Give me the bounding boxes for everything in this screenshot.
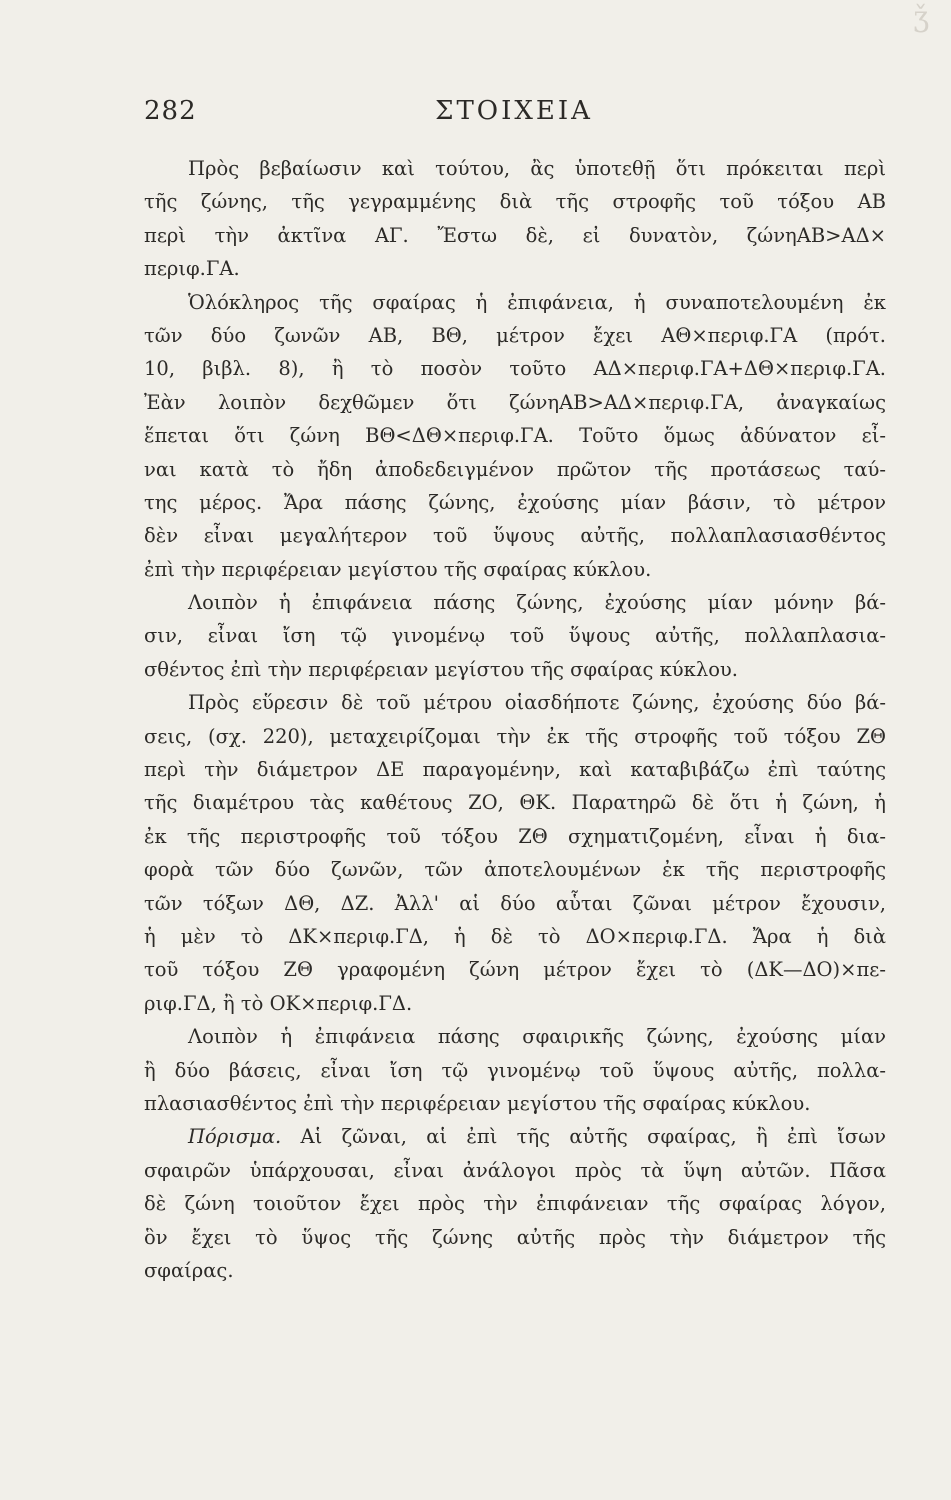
- text-line: ὃν ἔχει τὸ ὕψος τῆς ζώνης αὐτῆς πρὸς τὴν διάμετρον τῆς: [144, 1225, 886, 1249]
- text-line: Πρὸς βεβαίωσιν καὶ τούτου, ἂς ὑποτεθῇ ὅτι πρόκειται περὶ: [188, 157, 886, 180]
- text-line: τῶν τόξων ΔΘ, ΔΖ. Ἀλλ' αἱ δύο αὗται ζῶναι μέτρον ἔχουσιν,: [144, 891, 886, 915]
- text-line: φορὰ τῶν δύο ζωνῶν, τῶν ἀποτελουμένων ἐκ τῆς περιστροφῆς: [144, 858, 886, 882]
- page-header: [144, 96, 884, 136]
- text-line: Ὁλόκληρος τῆς σφαίρας ἡ ἐπιφάνεια, ἡ συναποτελουμένη ἐκ: [188, 290, 886, 314]
- text-line: σφαιρῶν ὑπάρχουσαι, εἶναι ἀνάλογοι πρὸς τὰ ὕψη αὐτῶν. Πᾶσα: [144, 1158, 886, 1182]
- text-line: Πόρισμα. Αἱ ζῶναι, αἱ ἐπὶ τῆς αὐτῆς σφαίρας, ἢ ἐπὶ ἴσων: [188, 1125, 886, 1149]
- text-line: ναι κατὰ τὸ ἤδη ἀποδεδειγμένον πρῶτον τῆς προτάσεως ταύ-: [144, 457, 886, 481]
- text-line: περὶ τὴν ἀκτῖνα ΑΓ. Ἔστω δὲ, εἰ δυνατὸν, ζώνηΑΒ>ΑΔ×: [144, 223, 886, 247]
- text-line: ἐκ τῆς περιστροφῆς τοῦ τόξου ΖΘ σχηματιζομένη, εἶναι ἡ δια-: [144, 824, 886, 848]
- text-line: Ἐὰν λοιπὸν δεχθῶμεν ὅτι ζώνηΑΒ>ΑΔ×περιφ.ΓΑ, ἀναγκαίως: [144, 390, 886, 414]
- running-title: ΣΤΟΙΧΕΙΑ: [435, 96, 593, 126]
- text-line: περὶ τὴν διάμετρον ΔΕ παραγομένην, καὶ καταβιβάζω ἐπὶ ταύτης: [144, 758, 886, 782]
- text-line: δὲ ζώνη τοιοῦτον ἔχει πρὸς τὴν ἐπιφάνειαν τῆς σφαίρας λόγον,: [144, 1192, 886, 1216]
- text-line: τῆς διαμέτρου τὰς καθέτους ΖΟ, ΘΚ. Παρατηρῶ δὲ ὅτι ἡ ζώνη, ἡ: [144, 791, 886, 815]
- text-line: της μέρος. Ἄρα πάσης ζώνης, ἐχούσης μίαν βάσιν, τὸ μέτρον: [144, 490, 886, 514]
- text-line: περιφ.ΓΑ.: [144, 257, 240, 281]
- text-line: Πρὸς εὕρεσιν δὲ τοῦ μέτρου οἱασδήποτε ζώνης, ἐχούσης δύο βά-: [188, 691, 886, 715]
- text-line: ριφ.ΓΔ, ἢ τὸ ΟΚ×περιφ.ΓΔ.: [144, 991, 413, 1015]
- corollary-label: Πόρισμα.: [188, 1125, 282, 1149]
- text-line: σιν, εἶναι ἴση τῷ γινομένῳ τοῦ ὕψους αὐτῆς, πολλαπλασια-: [144, 624, 886, 648]
- body-text: [144, 152, 886, 1287]
- text-line: δὲν εἶναι μεγαλήτερον τοῦ ὕψους αὐτῆς, πολλαπλασιασθέντος: [144, 524, 886, 548]
- text-line: πλασιασθέντος ἐπὶ τὴν περιφέρειαν μεγίστου τῆς σφαίρας κύκλου.: [144, 1091, 811, 1115]
- text-line: 10, βιβλ. 8), ἢ τὸ ποσὸν τοῦτο ΑΔ×περιφ.ΓΑ+ΔΘ×περιφ.ΓΑ.: [144, 357, 886, 381]
- text-line: Λοιπὸν ἡ ἐπιφάνεια πάσης ζώνης, ἐχούσης μίαν μόνην βά-: [188, 591, 886, 615]
- text-line: σθέντος ἐπὶ τὴν περιφέρειαν μεγίστου τῆς σφαίρας κύκλου.: [144, 657, 738, 681]
- text-line: τοῦ τόξου ΖΘ γραφομένη ζώνη μέτρον ἔχει τὸ (ΔΚ—ΔΟ)×πε-: [144, 958, 886, 982]
- text-line: Λοιπὸν ἡ ἐπιφάνεια πάσης σφαιρικῆς ζώνης, ἐχούσης μίαν: [188, 1025, 886, 1049]
- text-line: ἢ δύο βάσεις, εἶναι ἴση τῷ γινομένῳ τοῦ ὕψους αὐτῆς, πολλα-: [144, 1058, 886, 1082]
- text-line: ἡ μὲν τὸ ΔΚ×περιφ.ΓΔ, ἡ δὲ τὸ ΔΟ×περιφ.ΓΔ. Ἄρα ἡ διὰ: [144, 924, 886, 948]
- text-line: σεις, (σχ. 220), μεταχειρίζομαι τὴν ἐκ τῆς στροφῆς τοῦ τόξου ΖΘ: [144, 724, 886, 748]
- text-line: ἐπὶ τὴν περιφέρειαν μεγίστου τῆς σφαίρας κύκλου.: [144, 557, 652, 581]
- page-number: 282: [144, 96, 197, 126]
- corner-mark: ǯ: [913, 0, 929, 33]
- text-line: ἕπεται ὅτι ζώνη ΒΘ<ΔΘ×περιφ.ΓΑ. Τοῦτο ὅμως ἀδύνατον εἶ-: [144, 424, 886, 448]
- text-line: τῆς ζώνης, τῆς γεγραμμένης διὰ τῆς στροφῆς τοῦ τόξου ΑΒ: [144, 190, 886, 214]
- text-line: τῶν δύο ζωνῶν ΑΒ, ΒΘ, μέτρον ἔχει ΑΘ×περιφ.ΓΑ (πρότ.: [144, 323, 886, 347]
- text-line: σφαίρας.: [144, 1258, 234, 1282]
